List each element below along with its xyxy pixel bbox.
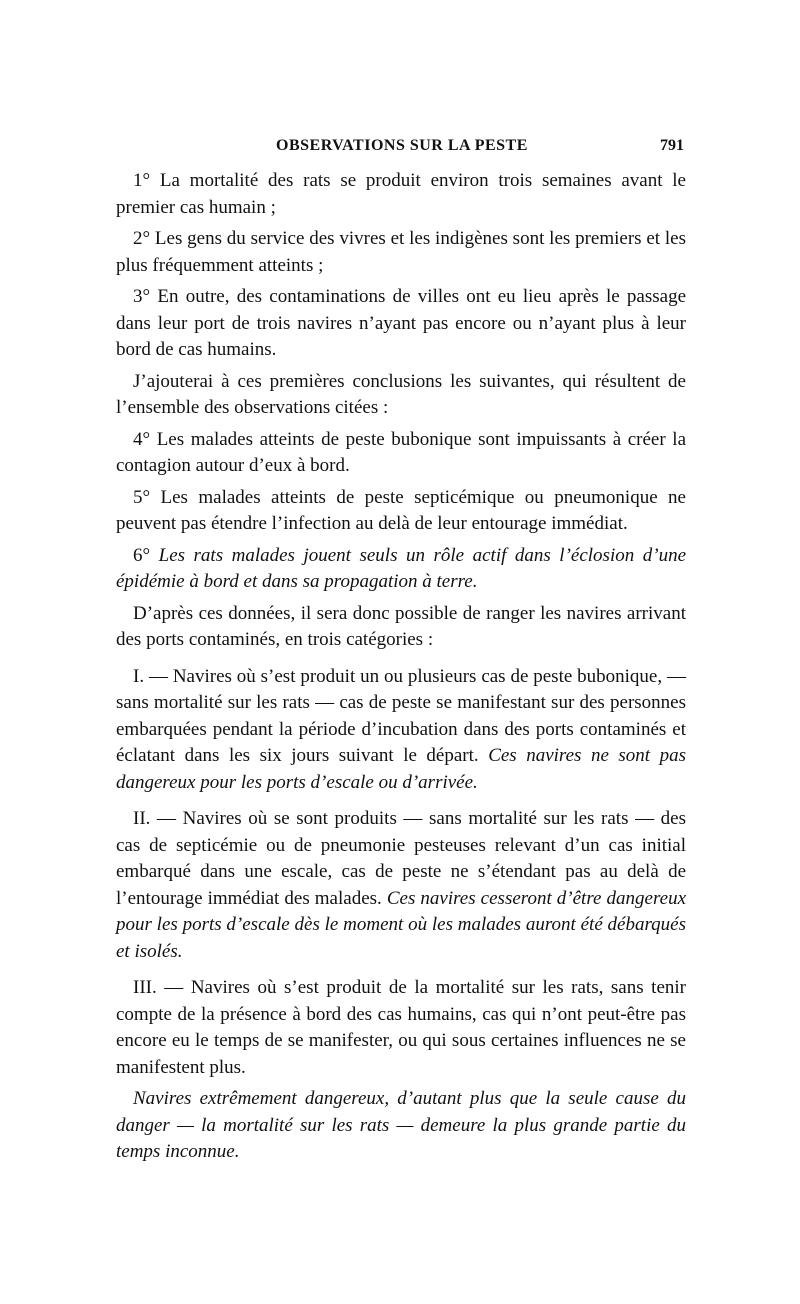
- page-body: [116, 168, 686, 1171]
- category-1-text: I. — Navires où s’est produit un ou plusieurs cas de peste bubonique, — sans mortalité sur les rats — cas de peste se manifestant sur des personnes embarquées pendant la période d’incubation dans des ports contaminés et éclatant dans les six jours suivant le départ.: [116, 665, 686, 766]
- running-head: OBSERVATIONS SUR LA PESTE: [276, 137, 528, 154]
- paragraph-7-italic: Les rats malades jouent seuls un rôle actif dans l’éclosion d’une épidémie à bord et dans sa propagation à terre.: [116, 544, 686, 592]
- paragraph-2: 2° Les gens du service des vivres et les indigènes sont les premiers et les plus fréquemment atteints ;: [116, 228, 686, 276]
- paragraph-conclusion: Navires extrêmement dangereux, d’autant plus que la seule cause du danger — la mortalité sur les rats — demeure la plus grande partie du temps inconnue.: [116, 1088, 686, 1162]
- paragraph-7-lead: 6°: [133, 544, 159, 566]
- category-1-italic: Ces navires ne sont pas dangereux pour les ports d’escale ou d’arrivée.: [116, 745, 687, 793]
- category-2-text: II. — Navires où se sont produits — sans mortalité sur les rats — des cas de septicémie ou de pneumonie pesteuses relevant d’un cas initial embarqué dans une escale, cas de peste ne s’étendant pas au delà de l’entourage immédiat des malades.: [116, 808, 686, 909]
- paragraph-4: J’ajouterai à ces premières conclusions les suivantes, qui résultent de l’ensemble des observations citées :: [116, 370, 686, 418]
- paragraph-5: 4° Les malades atteints de peste bubonique sont impuissants à créer la contagion autour d’eux à bord.: [116, 428, 686, 476]
- paragraph-1: 1° La mortalité des rats se produit environ trois semaines avant le premier cas humain ;: [116, 170, 686, 218]
- page-header: [116, 137, 686, 159]
- paragraph-3: 3° En outre, des contaminations de villes ont eu lieu après le passage dans leur port de trois navires n’ayant pas encore ou n’ayant plus à leur bord de cas humains.: [116, 286, 686, 360]
- paragraph-8: D’après ces données, il sera donc possible de ranger les navires arrivant des ports contaminés, en trois catégories :: [116, 602, 686, 650]
- page-number: 791: [660, 137, 684, 154]
- paragraph-category-1: [116, 664, 686, 797]
- paragraph-category-3: III. — Navires où s’est produit de la mortalité sur les rats, sans tenir compte de la présence à bord des cas humains, cas qui n’ont peut-être pas encore eu le temps de se manifester, ou qui sous certaines influences ne se manifestent plus.: [116, 977, 686, 1078]
- paragraph-7: [116, 543, 686, 596]
- category-2-italic: Ces navires cesseront d’être dangereux pour les ports d’escale dès le moment où les malades auront été débarqués et isolés.: [116, 887, 687, 962]
- paragraph-6: 5° Les malades atteints de peste septicémique ou pneumonique ne peuvent pas étendre l’infection au delà de leur entourage immédiat.: [116, 486, 686, 534]
- paragraph-category-2: [116, 806, 686, 965]
